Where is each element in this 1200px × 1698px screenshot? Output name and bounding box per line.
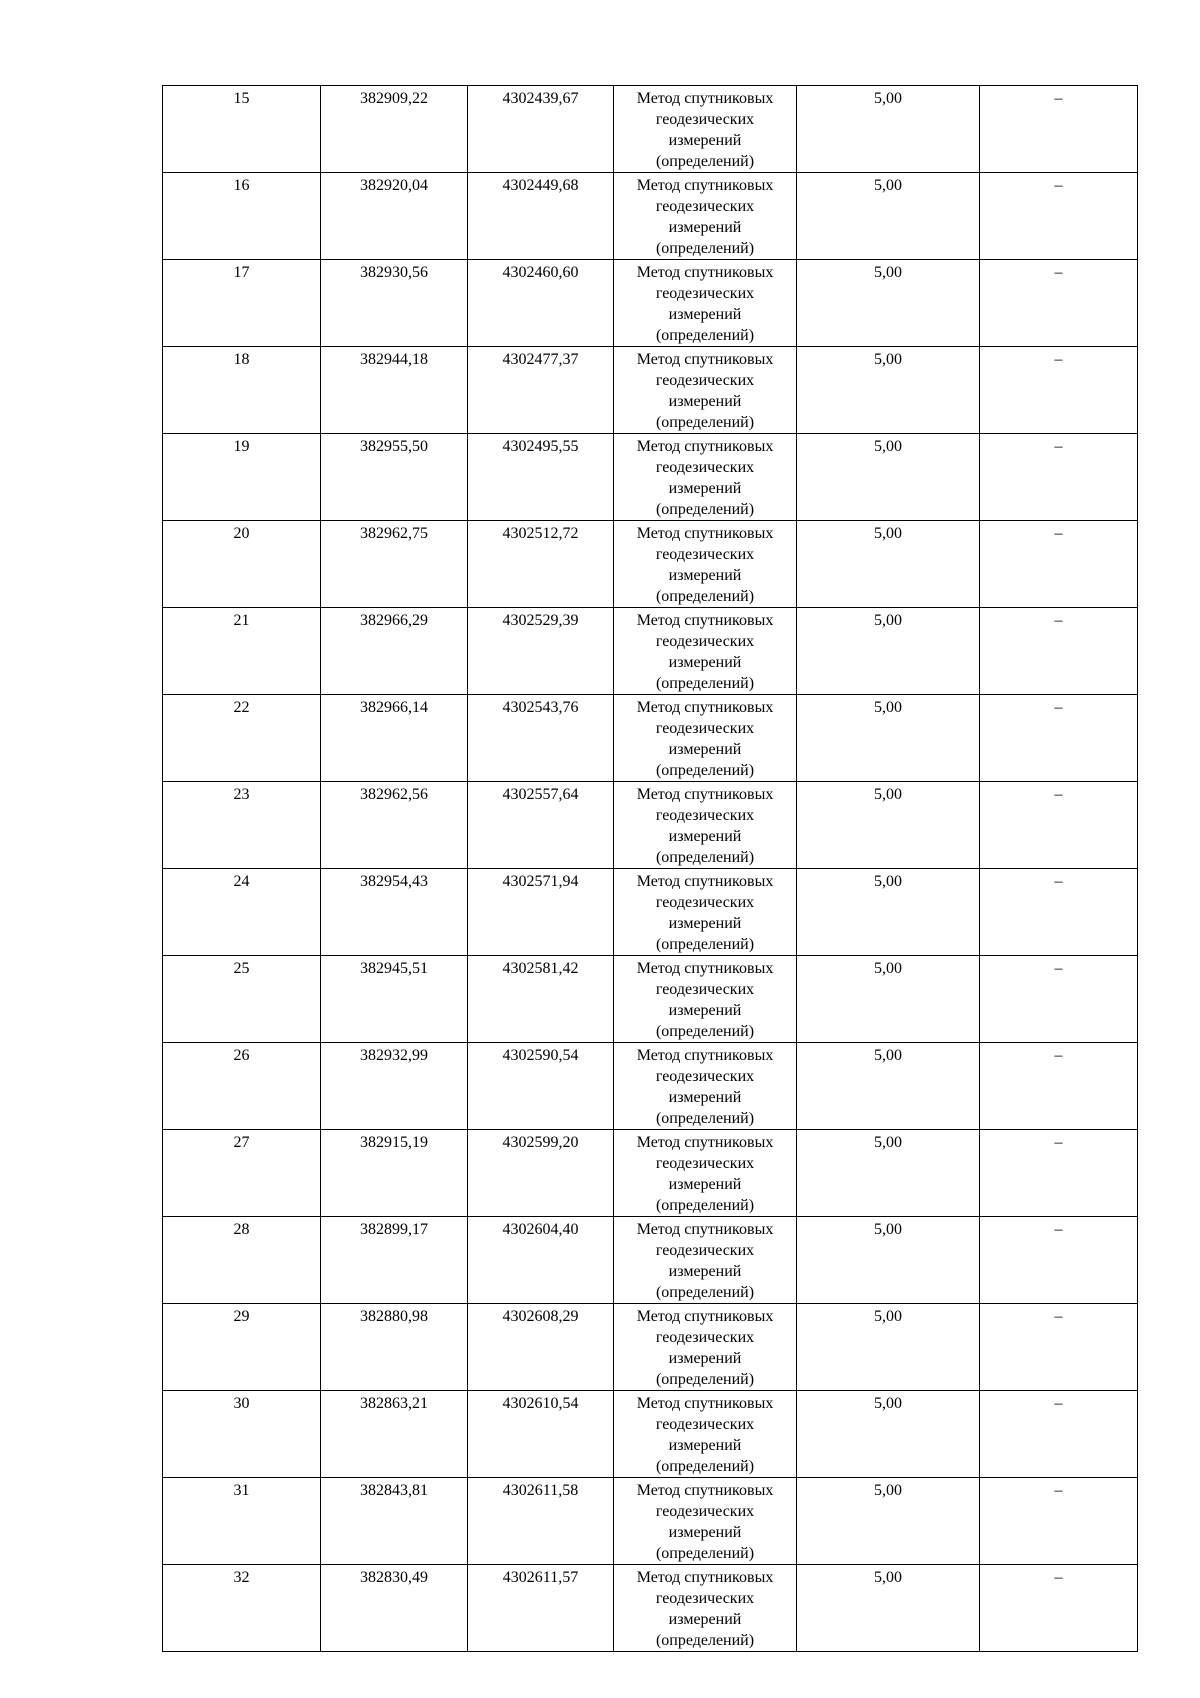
- x-coordinate-cell: 382843,81: [321, 1478, 468, 1565]
- table-row: [163, 695, 1138, 782]
- method-text-line: геодезических: [655, 633, 755, 650]
- accuracy-cell: 5,00: [797, 260, 980, 347]
- accuracy-cell: 5,00: [797, 434, 980, 521]
- y-coordinate-cell: 4302604,40: [468, 1217, 614, 1304]
- accuracy-cell: 5,00: [797, 86, 980, 173]
- method-cell: [614, 782, 797, 869]
- coordinates-table: [162, 85, 1138, 1652]
- x-coordinate-cell: 382930,56: [321, 260, 468, 347]
- y-coordinate-cell: 4302460,60: [468, 260, 614, 347]
- method-text-line: геодезических: [655, 807, 755, 824]
- note-cell: –: [980, 173, 1138, 260]
- method-text-line: (определений): [655, 1110, 755, 1127]
- x-coordinate-cell: 382945,51: [321, 956, 468, 1043]
- method-text-line: Метод спутниковых: [636, 351, 774, 368]
- method-text-line: Метод спутниковых: [636, 177, 774, 194]
- x-coordinate-cell: 382899,17: [321, 1217, 468, 1304]
- x-coordinate-cell: 382962,75: [321, 521, 468, 608]
- accuracy-cell: 5,00: [797, 1130, 980, 1217]
- method-cell: [614, 1043, 797, 1130]
- note-cell: –: [980, 869, 1138, 956]
- method-text-line: измерений: [668, 480, 742, 497]
- method-text-line: (определений): [655, 240, 755, 257]
- method-text-line: измерений: [668, 741, 742, 758]
- method-text-line: Метод спутниковых: [636, 1482, 774, 1499]
- point-number-cell: 17: [163, 260, 321, 347]
- y-coordinate-cell: 4302529,39: [468, 608, 614, 695]
- point-number-cell: 30: [163, 1391, 321, 1478]
- accuracy-cell: 5,00: [797, 608, 980, 695]
- y-coordinate-cell: 4302581,42: [468, 956, 614, 1043]
- method-text-line: геодезических: [655, 1242, 755, 1259]
- method-cell: [614, 521, 797, 608]
- method-text-line: измерений: [668, 1437, 742, 1454]
- method-cell: [614, 1391, 797, 1478]
- note-cell: –: [980, 1130, 1138, 1217]
- point-number-cell: 31: [163, 1478, 321, 1565]
- note-cell: –: [980, 347, 1138, 434]
- method-text-line: геодезических: [655, 1416, 755, 1433]
- note-cell: –: [980, 1478, 1138, 1565]
- accuracy-cell: 5,00: [797, 347, 980, 434]
- method-text-line: геодезических: [655, 1155, 755, 1172]
- table-row: [163, 869, 1138, 956]
- method-text-line: Метод спутниковых: [636, 1134, 774, 1151]
- method-text-line: (определений): [655, 675, 755, 692]
- note-cell: –: [980, 695, 1138, 782]
- x-coordinate-cell: 382955,50: [321, 434, 468, 521]
- point-number-cell: 32: [163, 1565, 321, 1652]
- x-coordinate-cell: 382966,29: [321, 608, 468, 695]
- y-coordinate-cell: 4302611,58: [468, 1478, 614, 1565]
- method-text-line: измерений: [668, 1611, 742, 1628]
- note-cell: –: [980, 1565, 1138, 1652]
- y-coordinate-cell: 4302495,55: [468, 434, 614, 521]
- method-cell: [614, 956, 797, 1043]
- y-coordinate-cell: 4302599,20: [468, 1130, 614, 1217]
- y-coordinate-cell: 4302610,54: [468, 1391, 614, 1478]
- point-number-cell: 25: [163, 956, 321, 1043]
- table-row: [163, 1565, 1138, 1652]
- method-text-line: (определений): [655, 153, 755, 170]
- table-row: [163, 782, 1138, 869]
- method-text-line: измерений: [668, 132, 742, 149]
- method-text-line: измерений: [668, 1176, 742, 1193]
- method-text-line: Метод спутниковых: [636, 1395, 774, 1412]
- table-row: [163, 173, 1138, 260]
- method-cell: [614, 434, 797, 521]
- method-text-line: (определений): [655, 1197, 755, 1214]
- y-coordinate-cell: 4302477,37: [468, 347, 614, 434]
- accuracy-cell: 5,00: [797, 782, 980, 869]
- method-cell: [614, 347, 797, 434]
- method-text-line: геодезических: [655, 1590, 755, 1607]
- note-cell: –: [980, 608, 1138, 695]
- method-text-line: (определений): [655, 762, 755, 779]
- accuracy-cell: 5,00: [797, 1565, 980, 1652]
- table-row: [163, 1478, 1138, 1565]
- point-number-cell: 16: [163, 173, 321, 260]
- method-text-line: геодезических: [655, 1503, 755, 1520]
- point-number-cell: 19: [163, 434, 321, 521]
- point-number-cell: 18: [163, 347, 321, 434]
- x-coordinate-cell: 382920,04: [321, 173, 468, 260]
- table-row: [163, 1043, 1138, 1130]
- note-cell: –: [980, 1391, 1138, 1478]
- method-text-line: (определений): [655, 588, 755, 605]
- method-text-line: измерений: [668, 1263, 742, 1280]
- table-row: [163, 260, 1138, 347]
- method-cell: [614, 1217, 797, 1304]
- y-coordinate-cell: 4302439,67: [468, 86, 614, 173]
- method-text-line: измерений: [668, 1524, 742, 1541]
- x-coordinate-cell: 382909,22: [321, 86, 468, 173]
- method-text-line: Метод спутниковых: [636, 1569, 774, 1586]
- method-text-line: геодезических: [655, 720, 755, 737]
- accuracy-cell: 5,00: [797, 956, 980, 1043]
- method-text-line: геодезических: [655, 372, 755, 389]
- method-text-line: Метод спутниковых: [636, 612, 774, 629]
- method-cell: [614, 86, 797, 173]
- method-text-line: (определений): [655, 1284, 755, 1301]
- note-cell: –: [980, 956, 1138, 1043]
- x-coordinate-cell: 382944,18: [321, 347, 468, 434]
- method-text-line: Метод спутниковых: [636, 525, 774, 542]
- accuracy-cell: 5,00: [797, 1391, 980, 1478]
- note-cell: –: [980, 86, 1138, 173]
- method-cell: [614, 260, 797, 347]
- y-coordinate-cell: 4302557,64: [468, 782, 614, 869]
- method-text-line: (определений): [655, 936, 755, 953]
- x-coordinate-cell: 382962,56: [321, 782, 468, 869]
- point-number-cell: 24: [163, 869, 321, 956]
- table-row: [163, 347, 1138, 434]
- method-cell: [614, 1304, 797, 1391]
- method-text-line: (определений): [655, 1632, 755, 1649]
- accuracy-cell: 5,00: [797, 1043, 980, 1130]
- method-text-line: геодезических: [655, 459, 755, 476]
- method-text-line: Метод спутниковых: [636, 264, 774, 281]
- method-text-line: геодезических: [655, 285, 755, 302]
- x-coordinate-cell: 382966,14: [321, 695, 468, 782]
- method-cell: [614, 1130, 797, 1217]
- method-text-line: (определений): [655, 849, 755, 866]
- point-number-cell: 28: [163, 1217, 321, 1304]
- method-text-line: Метод спутниковых: [636, 786, 774, 803]
- method-cell: [614, 173, 797, 260]
- method-text-line: Метод спутниковых: [636, 699, 774, 716]
- table-row: [163, 1391, 1138, 1478]
- y-coordinate-cell: 4302512,72: [468, 521, 614, 608]
- x-coordinate-cell: 382880,98: [321, 1304, 468, 1391]
- method-text-line: измерений: [668, 915, 742, 932]
- method-text-line: Метод спутниковых: [636, 1047, 774, 1064]
- x-coordinate-cell: 382932,99: [321, 1043, 468, 1130]
- table-row: [163, 434, 1138, 521]
- point-number-cell: 26: [163, 1043, 321, 1130]
- method-text-line: измерений: [668, 393, 742, 410]
- method-cell: [614, 695, 797, 782]
- note-cell: –: [980, 782, 1138, 869]
- point-number-cell: 21: [163, 608, 321, 695]
- x-coordinate-cell: 382915,19: [321, 1130, 468, 1217]
- method-text-line: Метод спутниковых: [636, 438, 774, 455]
- method-text-line: измерений: [668, 828, 742, 845]
- accuracy-cell: 5,00: [797, 521, 980, 608]
- note-cell: –: [980, 521, 1138, 608]
- method-text-line: геодезических: [655, 546, 755, 563]
- note-cell: –: [980, 1043, 1138, 1130]
- y-coordinate-cell: 4302608,29: [468, 1304, 614, 1391]
- method-cell: [614, 608, 797, 695]
- point-number-cell: 20: [163, 521, 321, 608]
- table-row: [163, 1217, 1138, 1304]
- method-text-line: геодезических: [655, 111, 755, 128]
- table-row: [163, 956, 1138, 1043]
- y-coordinate-cell: 4302611,57: [468, 1565, 614, 1652]
- point-number-cell: 23: [163, 782, 321, 869]
- method-text-line: измерений: [668, 1002, 742, 1019]
- method-text-line: геодезических: [655, 894, 755, 911]
- table-row: [163, 608, 1138, 695]
- x-coordinate-cell: 382863,21: [321, 1391, 468, 1478]
- method-text-line: Метод спутниковых: [636, 960, 774, 977]
- method-text-line: Метод спутниковых: [636, 90, 774, 107]
- method-cell: [614, 869, 797, 956]
- method-text-line: измерений: [668, 654, 742, 671]
- table-row: [163, 86, 1138, 173]
- point-number-cell: 29: [163, 1304, 321, 1391]
- method-text-line: измерений: [668, 306, 742, 323]
- accuracy-cell: 5,00: [797, 1304, 980, 1391]
- note-cell: –: [980, 260, 1138, 347]
- method-text-line: измерений: [668, 219, 742, 236]
- table-row: [163, 1304, 1138, 1391]
- method-text-line: Метод спутниковых: [636, 1308, 774, 1325]
- x-coordinate-cell: 382830,49: [321, 1565, 468, 1652]
- note-cell: –: [980, 1217, 1138, 1304]
- note-cell: –: [980, 1304, 1138, 1391]
- method-cell: [614, 1478, 797, 1565]
- y-coordinate-cell: 4302543,76: [468, 695, 614, 782]
- method-text-line: Метод спутниковых: [636, 1221, 774, 1238]
- method-text-line: (определений): [655, 1458, 755, 1475]
- note-cell: –: [980, 434, 1138, 521]
- method-cell: [614, 1565, 797, 1652]
- point-number-cell: 15: [163, 86, 321, 173]
- y-coordinate-cell: 4302590,54: [468, 1043, 614, 1130]
- accuracy-cell: 5,00: [797, 173, 980, 260]
- table-row: [163, 1130, 1138, 1217]
- accuracy-cell: 5,00: [797, 869, 980, 956]
- y-coordinate-cell: 4302449,68: [468, 173, 614, 260]
- method-text-line: (определений): [655, 1023, 755, 1040]
- method-text-line: Метод спутниковых: [636, 873, 774, 890]
- accuracy-cell: 5,00: [797, 1217, 980, 1304]
- method-text-line: геодезических: [655, 198, 755, 215]
- method-text-line: геодезических: [655, 981, 755, 998]
- x-coordinate-cell: 382954,43: [321, 869, 468, 956]
- y-coordinate-cell: 4302571,94: [468, 869, 614, 956]
- method-text-line: (определений): [655, 327, 755, 344]
- coordinates-table-body: [163, 86, 1138, 1652]
- method-text-line: измерений: [668, 567, 742, 584]
- method-text-line: геодезических: [655, 1068, 755, 1085]
- accuracy-cell: 5,00: [797, 1478, 980, 1565]
- table-row: [163, 521, 1138, 608]
- method-text-line: геодезических: [655, 1329, 755, 1346]
- method-text-line: (определений): [655, 1371, 755, 1388]
- point-number-cell: 27: [163, 1130, 321, 1217]
- method-text-line: (определений): [655, 414, 755, 431]
- method-text-line: измерений: [668, 1350, 742, 1367]
- method-text-line: (определений): [655, 501, 755, 518]
- accuracy-cell: 5,00: [797, 695, 980, 782]
- point-number-cell: 22: [163, 695, 321, 782]
- method-text-line: измерений: [668, 1089, 742, 1106]
- method-text-line: (определений): [655, 1545, 755, 1562]
